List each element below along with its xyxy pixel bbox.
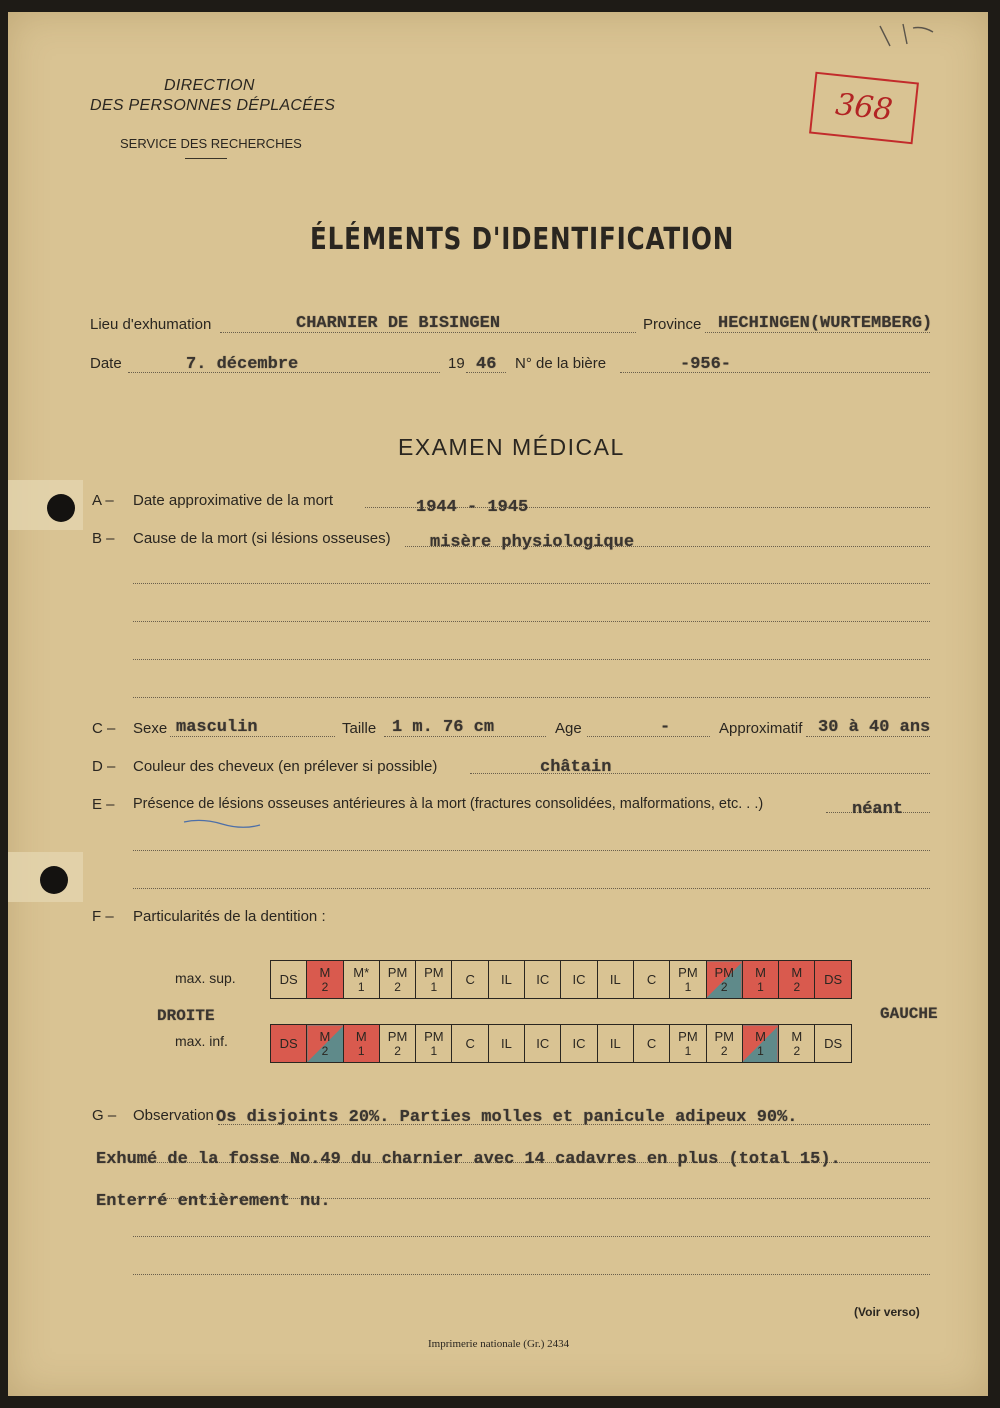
- upper-tooth-label: IL: [609, 971, 621, 987]
- lower-tooth-label: IL: [501, 1035, 512, 1051]
- lower-tooth-cell: [271, 1025, 307, 1063]
- punch-hole-lower: [40, 866, 68, 894]
- taille-label: Taille: [342, 720, 377, 737]
- g-label: Observation: [133, 1107, 214, 1124]
- date-value: 7. décembre: [186, 355, 299, 374]
- upper-tooth-cell: [561, 961, 597, 999]
- header-service: SERVICE DES RECHERCHES: [120, 136, 302, 151]
- upper-tooth-number: 2: [321, 979, 329, 994]
- e-label: Présence de lésions osseuses antérieures à la mort (fractures consolidées, malformations, etc. . .): [133, 796, 764, 812]
- upper-tooth-cell: [488, 961, 524, 999]
- upper-tooth-cell: [779, 961, 815, 999]
- taille-value: 1 m. 76 cm: [392, 718, 495, 737]
- upper-tooth-cell: [343, 961, 379, 999]
- lower-tooth-label: M: [755, 1028, 766, 1044]
- lower-tooth-number: 1: [357, 1043, 365, 1058]
- b-blank-line-2: [133, 621, 930, 622]
- age-label: Age: [555, 720, 582, 737]
- punch-hole-upper: [47, 494, 75, 522]
- upper-teeth-chart: [270, 960, 852, 999]
- header-rule: [185, 158, 227, 159]
- upper-tooth-number: 2: [720, 979, 728, 994]
- province-label: Province: [643, 316, 702, 333]
- max-inf-label: max. inf.: [175, 1033, 228, 1049]
- lower-tooth-cell: [416, 1025, 452, 1063]
- lower-tooth-label: M: [791, 1028, 803, 1044]
- upper-tooth-label: PM: [424, 964, 444, 980]
- upper-tooth-cell: [307, 961, 343, 999]
- lower-tooth-label: C: [646, 1035, 657, 1051]
- upper-tooth-cell: [597, 961, 633, 999]
- imprimerie-note: Imprimerie nationale (Gr.) 2434: [428, 1338, 570, 1350]
- upper-tooth-label: DS: [279, 971, 298, 987]
- date-label: Date: [90, 355, 122, 372]
- upper-tooth-cell: [670, 961, 706, 999]
- voir-verso: (Voir verso): [854, 1305, 920, 1319]
- d-label: Couleur des cheveux (en prélever si possible): [133, 758, 438, 775]
- lower-tooth-cell: [379, 1025, 415, 1063]
- upper-tooth-label: PM: [387, 964, 408, 980]
- g-observation-line-3: Enterré entièrement nu.: [96, 1192, 331, 1211]
- lower-tooth-label: PM: [714, 1028, 734, 1044]
- lower-tooth-label: M: [355, 1028, 367, 1044]
- upper-tooth-number: 1: [430, 979, 438, 994]
- lower-tooth-label: IC: [536, 1035, 550, 1051]
- upper-tooth-cell: [379, 961, 415, 999]
- page-title: ÉLÉMENTS D'IDENTIFICATION: [310, 222, 735, 257]
- sexe-value: masculin: [176, 718, 258, 737]
- upper-tooth-label: C: [465, 971, 475, 987]
- d-letter: D –: [92, 758, 116, 775]
- f-letter: F –: [92, 908, 114, 925]
- b-blank-line-3: [133, 659, 930, 660]
- upper-tooth-number: 2: [394, 979, 401, 994]
- upper-tooth-cell: [633, 961, 669, 999]
- upper-tooth-label: DS: [824, 971, 843, 987]
- b-value: misère physiologique: [430, 533, 635, 552]
- lower-tooth-number: 2: [394, 1043, 401, 1058]
- c-letter: C –: [92, 720, 116, 737]
- upper-tooth-label: M*: [353, 964, 370, 980]
- d-value: châtain: [540, 758, 612, 777]
- lower-tooth-number: 2: [321, 1043, 329, 1058]
- upper-tooth-number: 1: [757, 979, 764, 994]
- lower-tooth-cell: [307, 1025, 343, 1063]
- age-dotted-line: [587, 736, 710, 737]
- upper-tooth-cell: [706, 961, 742, 999]
- lower-tooth-cell: [525, 1025, 561, 1063]
- e-blank-line-1: [133, 850, 930, 851]
- upper-tooth-cell: [742, 961, 778, 999]
- document-sheet: [8, 12, 988, 1396]
- lower-tooth-label: IL: [609, 1035, 621, 1051]
- age-value: -: [660, 718, 671, 737]
- b-blank-line-4: [133, 697, 930, 698]
- lower-tooth-cell: [561, 1025, 597, 1063]
- lieu-value: CHARNIER DE BISINGEN: [296, 314, 501, 333]
- e-value: néant: [852, 800, 904, 819]
- lower-tooth-cell: [815, 1025, 851, 1063]
- g-letter: G –: [92, 1107, 117, 1124]
- lower-tooth-label: DS: [824, 1035, 843, 1051]
- lower-tooth-label: PM: [678, 1028, 698, 1044]
- upper-tooth-label: M: [791, 964, 803, 980]
- a-letter: A –: [92, 492, 114, 509]
- file-number-stamp: 368: [809, 72, 919, 145]
- lower-tooth-number: 2: [793, 1043, 801, 1058]
- upper-tooth-label: M: [755, 964, 766, 980]
- pencil-scribble-icon: [875, 22, 935, 50]
- upper-tooth-cell: [525, 961, 561, 999]
- lower-tooth-label: C: [465, 1035, 475, 1051]
- upper-tooth-label: IL: [501, 971, 512, 987]
- upper-tooth-label: C: [646, 971, 657, 987]
- lower-teeth-chart: [270, 1024, 852, 1063]
- b-blank-line-1: [133, 583, 930, 584]
- lower-tooth-number: 1: [430, 1043, 438, 1058]
- upper-tooth-cell: [271, 961, 307, 999]
- upper-tooth-label: IC: [572, 971, 586, 987]
- lower-tooth-cell: [706, 1025, 742, 1063]
- lower-tooth-label: PM: [424, 1028, 444, 1044]
- lieu-label: Lieu d'exhumation: [90, 316, 212, 333]
- lower-tooth-label: IC: [572, 1035, 586, 1051]
- lower-tooth-number: 2: [720, 1043, 728, 1058]
- g-dotted-line-5: [133, 1274, 930, 1275]
- upper-tooth-label: M: [319, 964, 331, 980]
- d-dotted-line: [470, 773, 930, 774]
- lower-tooth-cell: [742, 1025, 778, 1063]
- gauche-label: GAUCHE: [880, 1005, 938, 1023]
- a-label: Date approximative de la mort: [133, 492, 334, 509]
- biere-value: -956-: [680, 355, 732, 374]
- lower-tooth-label: PM: [387, 1028, 408, 1044]
- lower-tooth-cell: [779, 1025, 815, 1063]
- g-dotted-line-4: [133, 1236, 930, 1237]
- approx-label: Approximatif: [719, 720, 803, 737]
- lower-tooth-label: M: [319, 1028, 331, 1044]
- max-sup-label: max. sup.: [175, 970, 236, 986]
- sexe-label: Sexe: [133, 720, 168, 737]
- upper-tooth-cell: [452, 961, 488, 999]
- upper-tooth-label: IC: [536, 971, 550, 987]
- lower-tooth-number: 1: [757, 1043, 764, 1058]
- lower-tooth-cell: [670, 1025, 706, 1063]
- lower-tooth-cell: [343, 1025, 379, 1063]
- biere-dotted-line: [620, 372, 930, 373]
- e-blank-line-2: [133, 888, 930, 889]
- e-pencil-underline-icon: [182, 816, 262, 830]
- upper-tooth-label: PM: [678, 964, 698, 980]
- e-letter: E –: [92, 796, 115, 813]
- b-letter: B –: [92, 530, 115, 547]
- lower-tooth-label: DS: [279, 1035, 298, 1051]
- upper-tooth-number: 2: [793, 979, 801, 994]
- lower-tooth-cell: [488, 1025, 524, 1063]
- header-personnes-deplacees: DES PERSONNES DÉPLACÉES: [90, 97, 336, 114]
- province-value: HECHINGEN(WURTEMBERG): [718, 314, 933, 333]
- upper-tooth-number: 1: [684, 979, 692, 994]
- header-direction: DIRECTION: [164, 77, 255, 94]
- upper-tooth-number: 1: [357, 979, 365, 994]
- a-value: 1944 - 1945: [416, 498, 529, 517]
- lower-tooth-cell: [633, 1025, 669, 1063]
- upper-tooth-cell: [815, 961, 851, 999]
- lower-tooth-cell: [452, 1025, 488, 1063]
- year-prefix: 19: [448, 355, 465, 372]
- droite-label: DROITE: [157, 1007, 215, 1025]
- lower-tooth-number: 1: [684, 1043, 692, 1058]
- exam-section-title: EXAMEN MÉDICAL: [398, 434, 625, 460]
- b-label: Cause de la mort (si lésions osseuses): [133, 530, 391, 547]
- upper-tooth-cell: [416, 961, 452, 999]
- g-observation-line-2: Exhumé de la fosse No.49 du charnier avec 14 cadavres en plus (total 15).: [96, 1150, 841, 1169]
- year-value: 46: [476, 355, 497, 374]
- approx-value: 30 à 40 ans: [818, 718, 931, 737]
- lower-tooth-cell: [597, 1025, 633, 1063]
- biere-label: N° de la bière: [515, 355, 607, 372]
- g-observation-line-1: Os disjoints 20%. Parties molles et panicule adipeux 90%.: [216, 1108, 798, 1127]
- f-label: Particularités de la dentition :: [133, 908, 326, 925]
- upper-tooth-label: PM: [714, 964, 734, 980]
